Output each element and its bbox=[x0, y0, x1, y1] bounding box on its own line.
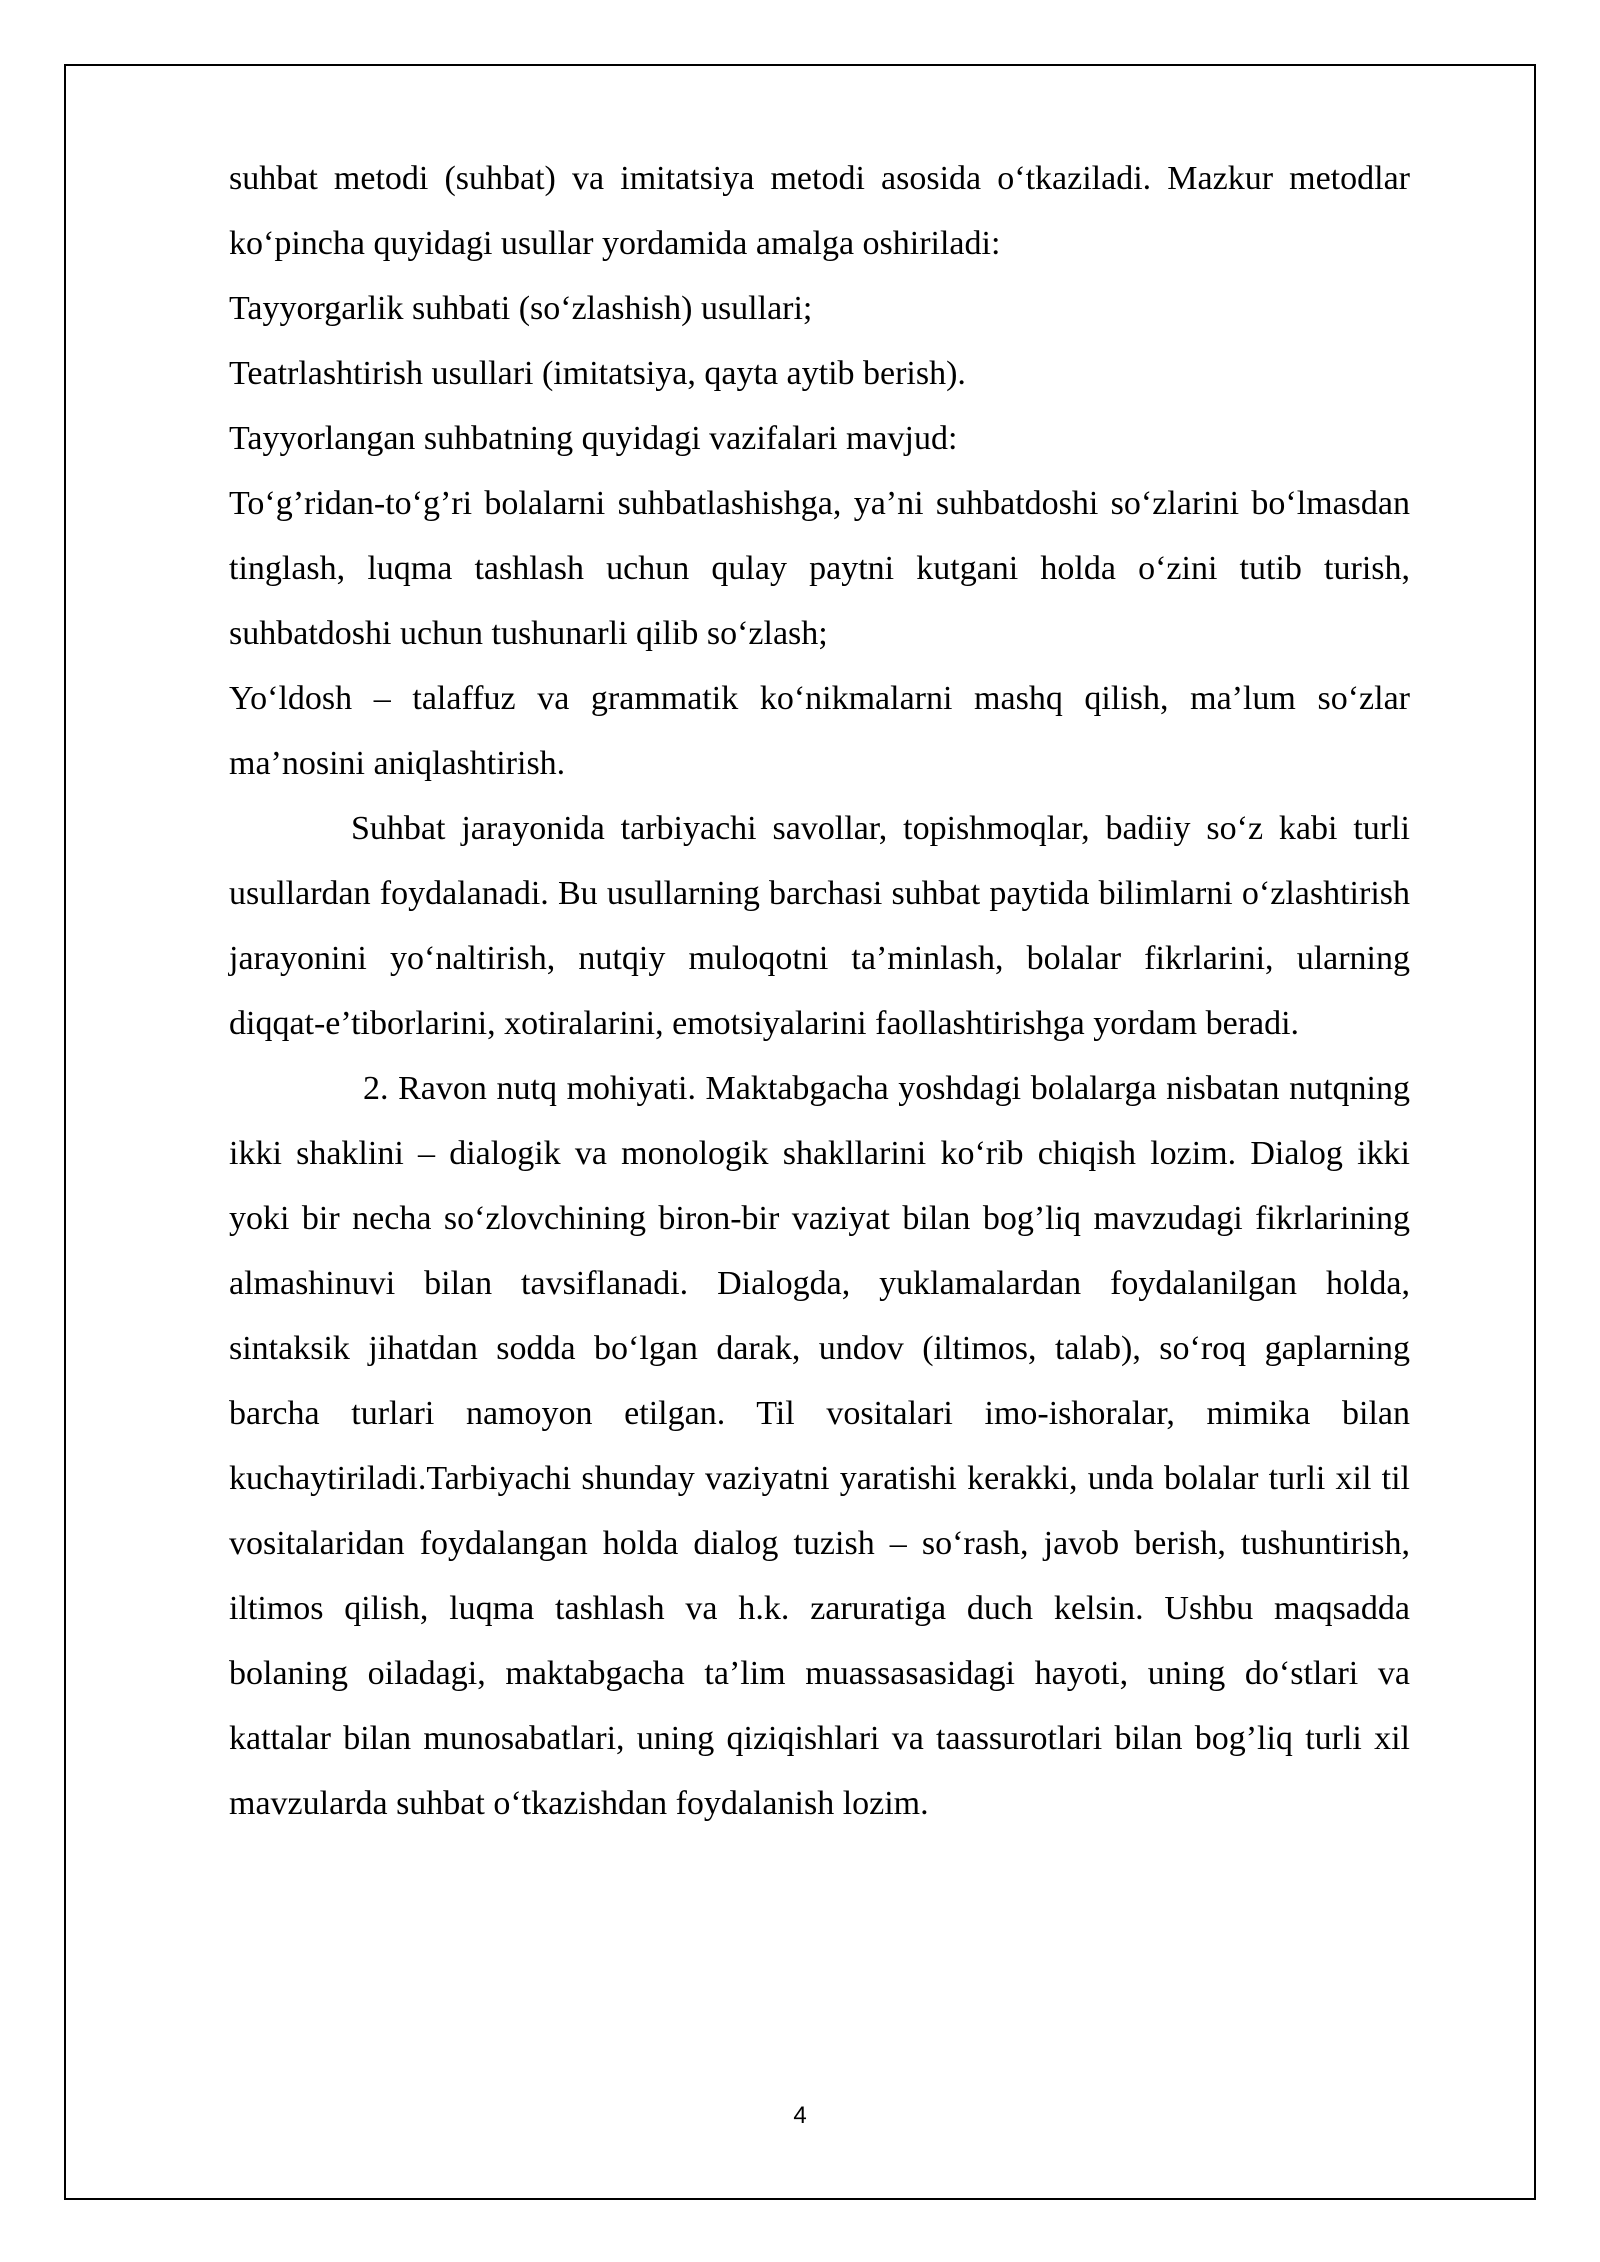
paragraph-tasks-heading: Tayyorlangan suhbatning quyidagi vazifalari mavjud: bbox=[229, 420, 958, 457]
document-body bbox=[229, 146, 1410, 1836]
paragraph-direct-task: To‘g’ridan-to‘g’ri bolalarni suhbatlashishga, ya’ni suhbatdoshi so‘zlarini bo‘lmasdan tinglash, luqma tashlash uchun qulay paytni kutgani holda o‘zini tutib turish, suhbatdoshi uchun tushunarli qilib so‘zlash; bbox=[229, 485, 1410, 652]
paragraph-secondary-task: Yo‘ldosh – talaffuz va grammatik ko‘nikmalarni mashq qilish, ma’lum so‘zlar ma’nosini aniqlashtirish. bbox=[229, 680, 1410, 782]
paragraph-theatrical-methods: Teatrlashtirish usullari (imitatsiya, qayta aytib berish). bbox=[229, 355, 966, 392]
paragraph-methods-intro: suhbat metodi (suhbat) va imitatsiya metodi asosida o‘tkaziladi. Mazkur metodlar ko‘pincha quyidagi usullar yordamida amalga oshiriladi: bbox=[229, 160, 1410, 262]
paragraph-fluent-speech: 2. Ravon nutq mohiyati. Maktabgacha yoshdagi bolalarga nisbatan nutqning ikki shaklini – dialogik va monologik shakllarini ko‘rib chiqish lozim. Dialog ikki yoki bir necha so‘zlovchining biron-bir vaziyat bilan bog’liq mavzudagi fikrlarining almashinuvi bilan tavsiflanadi. Dialogda, yuklamalardan foydalanilgan holda, sintaksik jihatdan sodda bo‘lgan darak, undov (iltimos, talab), so‘roq gaplarning barcha turlari namoyon etilgan. Til vositalari imo-ishoralar, mimika bilan kuchaytiriladi.Tarbiyachi shunday vaziyatni yaratishi kerakki, unda bolalar turli xil til vositalaridan foydalangan holda dialog tuzish – so‘rash, javob berish, tushuntirish, iltimos qilish, luqma tashlash va h.k. zaruratiga duch kelsin. Ushbu maqsadda bolaning oiladagi, maktabgacha ta’lim muassasasidagi hayoti, uning do‘stlari va kattalar bilan munosabatlari, uning qiziqishlari va taassurotlari bilan bog’liq turli xil mavzularda suhbat o‘tkazishdan foydalanish lozim. bbox=[229, 1070, 1410, 1822]
paragraph-preparation-methods: Tayyorgarlik suhbati (so‘zlashish) usullari; bbox=[229, 290, 813, 327]
paragraph-conversation-process: Suhbat jarayonida tarbiyachi savollar, topishmoqlar, badiiy so‘z kabi turli usullardan foydalanadi. Bu usullarning barchasi suhbat paytida bilimlarni o‘zlashtirish jarayonini yo‘naltirish, nutqiy muloqotni ta’minlash, bolalar fikrlarini, ularning diqqat-e’tiborlarini, xotiralarini, emotsiyalarini faollashtirishga yordam beradi. bbox=[229, 810, 1410, 1042]
page-number: 4 bbox=[793, 2102, 807, 2129]
